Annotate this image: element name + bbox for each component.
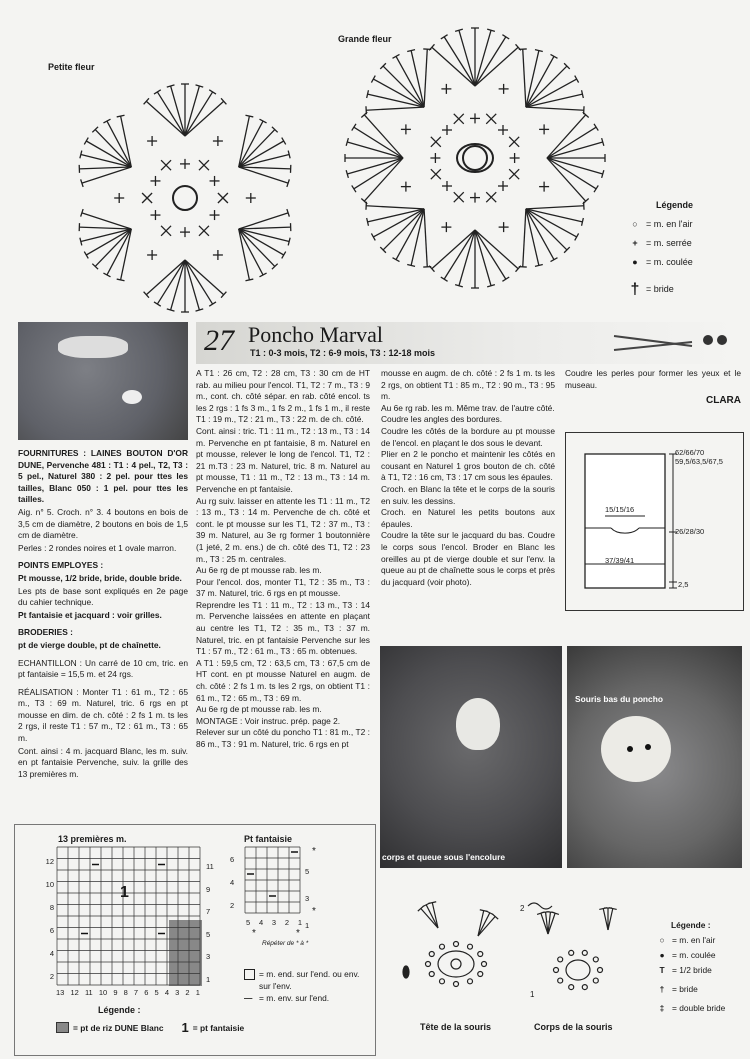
paragraph: Les pts de base sont expliqués en 2e page du cahier technique. — [18, 585, 188, 608]
treble-icon: ‡ — [659, 1003, 665, 1013]
grid-legend-title: Légende : — [98, 1005, 141, 1015]
paragraph: Aig. n° 5. Croch. n° 3. 4 boutons en bois de 3,5 cm de diamètre, 2 boutons en bois de 1,5 cm de diamètre. — [18, 506, 188, 541]
legend-text: = double bride — [672, 1003, 726, 1013]
legend-number: 1 — [181, 1020, 189, 1035]
row-label: 10 — [45, 880, 54, 889]
row-label: 4 — [49, 949, 54, 958]
paragraph: Coudre les côtés de la bordure au pt mousse de l'encol. en plaçant le dos sous le devant. — [381, 425, 555, 448]
legend-top — [628, 196, 748, 299]
row-label: 11 — [206, 862, 214, 871]
row-label: 6 — [49, 926, 54, 935]
grid1-col-labels — [56, 988, 200, 997]
double-crochet-icon: † — [630, 281, 640, 298]
grid2-col-labels — [246, 918, 302, 927]
chain-icon: ○ — [632, 219, 638, 229]
col4-text: Coudre les perles pour former les yeux et le museau. — [565, 368, 741, 390]
col-label: 11 — [84, 988, 93, 997]
legend-text: = m. coulée — [672, 950, 716, 960]
col-label: 1 — [297, 918, 302, 927]
legend-pt-item — [244, 968, 372, 992]
col-label: 7 — [133, 988, 139, 997]
mouse-shape — [122, 390, 142, 404]
grid1-big-number: 1 — [120, 884, 129, 901]
paragraph: RÉALISATION : Monter T1 : 61 m., T2 : 65 m., T3 : 69 m. Naturel, tric. 6 rgs en pt mousse en dim. de ch. côté : 2 fs 1 m. ts les 2 rgs, il reste T1 : 57 m., T2 : 61 m., T3 : 65 m. — [18, 686, 188, 744]
col-label: 1 — [195, 988, 200, 997]
col-label: 3 — [271, 918, 277, 927]
mouse-body-shape — [456, 698, 500, 750]
collar-shape — [58, 336, 128, 358]
petite-fleur-diagram — [40, 60, 330, 320]
mouse-num-2: 2 — [520, 904, 525, 913]
legend-top-item — [628, 215, 748, 234]
col-label: 6 — [144, 988, 149, 997]
dim-total-height: 62/66/70 — [675, 448, 705, 457]
col-label: 8 — [123, 988, 128, 997]
legend-bottom-item — [655, 948, 750, 963]
paragraph: ECHANTILLON : Un carré de 10 cm, tric. en pt fantaisie = 15,5 m. et 24 rgs. — [18, 657, 188, 680]
grid2-left-labels — [230, 848, 240, 917]
paragraph: Reprendre les T1 : 11 m., T2 : 13 m., T3 : 14 m. Pervenche laissées en attente en plaçant au centre les T1, T2 : 35 m., T3 : 37 m. Naturel, tric. en pt fantaisie Pervenche sur les T1 : 57 m., T2 : 61 m., T3 : 65 m. obtenues. — [196, 599, 370, 657]
legend-pt-item — [244, 992, 372, 1004]
grid-legend-item — [56, 1020, 244, 1035]
row-label: 12 — [45, 857, 54, 866]
paragraph: Cont. ainsi : tric. T1 : 11 m., T2 : 13 m., T3 : 14 m. Pervenche en pt fantaisie, 8 m. Naturel en pt mousse, relever le long de l'encol. T1, T2 : 21 m.T3 : 23 m. Naturel, tric. 8 m. Naturel au pt mousse, T1 : 11 m., T2 : 13 m., T3 : 14 m. Pervenche en pt fantaisie. — [196, 425, 370, 494]
grid2 — [244, 846, 302, 918]
row-label: 4 — [230, 878, 235, 887]
repeat-star: * — [312, 906, 316, 917]
paragraph: Au 6e rg rab. les m. Même trav. de l'autre côté. — [381, 402, 555, 413]
legend-text: = pt de riz DUNE Blanc — [73, 1022, 164, 1033]
body-label: Corps de la souris — [534, 1022, 613, 1032]
dim-neck: 15/15/16 — [605, 505, 635, 514]
legend-bottom-item — [655, 933, 750, 948]
column-1 — [18, 448, 188, 780]
legend-pt — [244, 968, 372, 1004]
col-label: 10 — [98, 988, 108, 997]
needles-icon — [612, 328, 732, 358]
col-label: 3 — [175, 988, 180, 997]
petite-fleur-label: Petite fleur — [48, 62, 95, 72]
grid1 — [56, 846, 204, 986]
col-label: 5 — [154, 988, 159, 997]
row-label: 5 — [206, 929, 211, 939]
paragraph: BRODERIES : — [18, 627, 73, 638]
slip-stitch-icon: ● — [632, 257, 638, 267]
repeat-star: * — [296, 928, 300, 939]
photo-caption-2: Souris bas du poncho — [575, 694, 663, 704]
col-label: 12 — [70, 988, 79, 997]
grey-square-icon — [56, 1022, 69, 1033]
repeat-star: * — [252, 928, 256, 939]
head-label: Tête de la souris — [420, 1022, 492, 1032]
paragraph: pt de vierge double, pt de chaînette. — [18, 639, 161, 650]
legend-text: = bride — [672, 984, 698, 994]
row-label: 9 — [206, 884, 211, 894]
empty-square-icon — [244, 969, 255, 980]
grid2-right-labels — [206, 856, 216, 991]
column-2 — [196, 368, 370, 751]
paragraph: Pt mousse, 1/2 bride, bride, double bride. — [18, 572, 182, 583]
col-label: 5 — [246, 918, 251, 927]
legend-bottom-title: Légende : — [671, 920, 711, 930]
col-label: 4 — [258, 918, 264, 927]
photo-body-tail — [380, 646, 562, 868]
col-label: 2 — [185, 988, 190, 997]
poncho-photo — [18, 322, 188, 440]
mouse-diagrams — [378, 900, 628, 1020]
paragraph: Relever sur un côté du poncho T1 : 81 m., T2 : 86 m., T3 : 91 m. Naturel, tric. 6 rgs en pt — [196, 727, 370, 749]
legend-top-item — [628, 234, 748, 253]
paragraph: Plier en 2 le poncho et maintenir les côtés en cousant en Naturel 1 gros bouton de ch. côté à T1, T2 : 16 cm, T3 : 17 cm sous les épaules. — [381, 449, 555, 483]
paragraph: Coudre la tête sur le jacquard du bas. Coudre le corps sous l'encol. Broder en Blanc les oreilles au pt de vierge double et sur l'env. la queue au pt de chaînette sous le corps et près du jacquard (voir photo). — [381, 530, 555, 587]
eye-shape — [645, 744, 651, 750]
eye-shape — [627, 746, 633, 752]
paragraph: mousse en augm. de ch. côté : 2 fs 1 m. ts les 2 rgs, on obtient T1 : 85 m., T2 : 90 m., T3 : 95 m. — [381, 368, 555, 402]
chain-icon: ○ — [659, 935, 665, 945]
paragraph: POINTS EMPLOYES : — [18, 560, 104, 571]
mouse-head-shape — [601, 716, 671, 782]
row-label: 3 — [305, 894, 310, 903]
page-title: Poncho Marval — [248, 322, 384, 347]
paragraph: MONTAGE : Voir instruc. prép. page 2. — [196, 715, 341, 726]
column-4 — [565, 368, 741, 407]
row-label: 3 — [206, 952, 211, 961]
paragraph: Au rg suiv. laisser en attente les T1 : 11 m., T2 : 13 m., T3 : 14 m. Pervenche de ch. côté et cont. le pt mousse sur les T1, T2 : 37 m., T3 : 39 m. Naturel, au 3e rg former 1 boutonnière (1 jeté, 2 m. ens.) de ch. côté des T1, T2 : 23 m., T3 : 25 m. centrales. — [196, 495, 370, 564]
column-3 — [381, 368, 555, 588]
legend-text: = pt fantaisie — [192, 1022, 245, 1033]
dim-height: 26/28/30 — [675, 527, 705, 536]
slip-stitch-icon: ● — [659, 950, 665, 960]
sizes: T1 : 0-3 mois, T2 : 6-9 mois, T3 : 12-18 mois — [250, 348, 436, 358]
paragraph: Pt fantaisie et jacquard : voir grilles. — [18, 609, 162, 620]
col-label: 13 — [56, 988, 65, 997]
half-double-icon: T — [659, 965, 665, 975]
col-label: 4 — [164, 988, 169, 997]
grid1-title: 13 premières m. — [58, 834, 127, 844]
paragraph: Perles : 2 rondes noires et 1 ovale marron. — [18, 542, 177, 553]
row-label: 5 — [305, 867, 310, 876]
legend-text: = m. env. sur l'end. — [259, 993, 330, 1003]
col-label: 9 — [113, 988, 118, 997]
legend-text: = m. end. sur l'end. ou env. sur l'env. — [259, 969, 360, 991]
legend-text: = 1/2 bride — [672, 965, 712, 975]
repeat-star: * — [312, 846, 316, 857]
dim-width: 37/39/41 — [605, 556, 635, 565]
photo-mouse-bottom — [567, 646, 742, 868]
row-label: 1 — [305, 921, 310, 930]
paragraph: Croch. en Naturel les petits boutons aux épaules. — [381, 507, 555, 529]
legend-text: = m. en l'air — [672, 935, 716, 945]
legend-top-item — [628, 253, 748, 272]
legend-bottom — [655, 918, 750, 1016]
dim-total-height-2: 59,5/63,5/67,5 — [675, 457, 723, 466]
row-label: 8 — [49, 903, 54, 912]
grande-fleur-diagram — [330, 8, 620, 308]
paragraph: A T1 : 59,5 cm, T2 : 63,5 cm, T3 : 67,5 cm de HT cont. en pt mousse Naturel en augm. de ch. côté : 2 fs 1 m. ts les 2 rgs, on obtient T1 : 61 m., T2 : 65 m., T3 : 69 m. — [196, 657, 370, 703]
paragraph: Croch. en Blanc la tête et le corps de la souris en suiv. les dessins. — [381, 483, 555, 506]
legend-text: = bride — [646, 284, 674, 294]
legend-bottom-item — [655, 982, 750, 997]
single-crochet-icon: + — [632, 238, 638, 248]
legend-bottom-item — [655, 1001, 750, 1016]
row-label: 2 — [49, 972, 54, 981]
paragraph: Pour l'encol. dos, monter T1, T2 : 35 m., T3 : 37 m. Naturel, tric. 6 rgs en pt mousse. — [196, 576, 370, 599]
row-label: 6 — [230, 855, 235, 864]
dash-icon: — — [244, 993, 253, 1003]
col-label: 2 — [284, 918, 290, 927]
photo-caption-1: corps et queue sous l'encolure — [382, 852, 505, 862]
paragraph: A T1 : 26 cm, T2 : 28 cm, T3 : 30 cm de HT rab. au milieu pour l'encol. T1, T2 : 7 m., T3 : 9 m., cont. ch. côté sépar. en rab. côté encol. ts les 2 rgs : 1 fs 3 m., 1 fs 2 m., 1 fs 1 m., il reste T1 : 19 m., T2 : 21 m., T3 : 22 m. de ch. côté. — [196, 368, 370, 425]
grande-fleur-label: Grande fleur — [338, 34, 392, 44]
paragraph: Cont. ainsi : 4 m. jacquard Blanc, les m. suiv. en pt fantaisie Pervenche, suiv. la grille des 13 premières m. — [18, 745, 188, 779]
paragraph: FOURNITURES : LAINES BOUTON D'OR DUNE, Pervenche 481 : T1 : 4 pel., T2, T3 : 5 pel., Naturel 380 : 2 pel. pour ttes les tailles, Blanc 050 : 1 pel. pour ttes les tailles. — [18, 448, 188, 505]
legend-text: = m. coulée — [646, 257, 693, 267]
paragraph: Coudre les angles des bordures. — [381, 414, 503, 425]
paragraph: Au 6e rg de pt mousse rab. les m. — [196, 565, 322, 576]
paragraph: Au 6e rg de pt mousse rab. les m. — [196, 704, 322, 715]
legend-text: = m. serrée — [646, 238, 692, 248]
clara-label: CLARA — [706, 395, 741, 407]
row-label: 7 — [206, 907, 211, 916]
legend-bottom-item — [655, 963, 750, 978]
repeat-note: Répéter de * à * — [262, 940, 309, 947]
legend-text: = m. en l'air — [646, 219, 693, 229]
grid2-mid-labels — [305, 858, 315, 939]
legend-top-item — [628, 280, 748, 299]
legend-top-title: Légende — [656, 200, 694, 210]
mouse-num-1: 1 — [530, 990, 535, 999]
dim-border: 2,5 — [678, 580, 689, 589]
pattern-number: 27 — [204, 324, 234, 357]
grid2-title: Pt fantaisie — [244, 834, 293, 844]
grid1-row-labels — [40, 850, 54, 988]
row-label: 2 — [230, 901, 235, 910]
row-label: 1 — [206, 974, 211, 984]
double-crochet-icon: † — [659, 984, 665, 994]
